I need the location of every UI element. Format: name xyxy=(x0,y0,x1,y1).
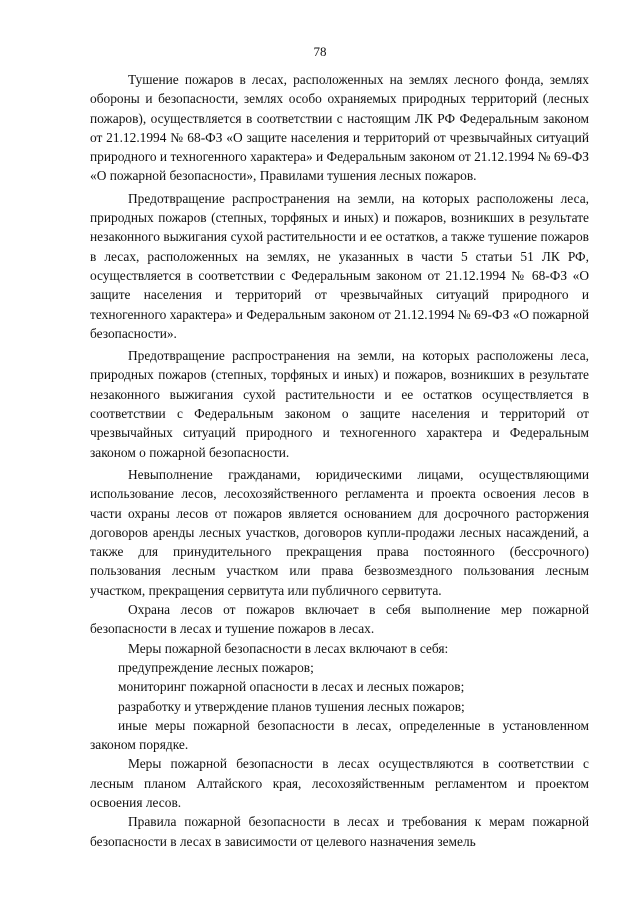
list-item-prevention: предупреждение лесных пожаров; xyxy=(118,659,314,675)
list-item-monitoring: мониторинг пожарной опасности в лесах и лесных пожаров; xyxy=(118,679,465,695)
paragraph-safety-measures-intro: Меры пожарной безопасности в лесах включают в себя: xyxy=(128,640,449,656)
body-text xyxy=(90,70,589,851)
paragraph-measures-compliance: Меры пожарной безопасности в лесах осуществляются в соответствии с лесным планом Алтайского края, лесохозяйственным регламентом и проектом освоения лесов. xyxy=(90,756,589,810)
paragraph-safety-rules: Правила пожарной безопасности в лесах и требования к мерам пожарной безопасности в лесах в зависимости от целевого назначения земель xyxy=(90,814,589,849)
paragraph-non-compliance: Невыполнение гражданами, юридическими лицами, осуществляющими использование лесов, лесохозяйственного регламента и проекта освоения лесов в части охраны лесов от пожаров является основанием для досрочного расторжения договоров аренды лесных участков, договоров купли-продажи лесных насаждений, а также для принудительного прекращения права постоянного (бессрочного) пользования лесным участком или права безвозмездного пользования лесным участком, прекращения сервитута или публичного сервитута. xyxy=(90,466,589,598)
paragraph-fire-spread-prevention: Предотвращение распространения на земли, на которых расположены леса, природных пожаров (степных, торфяных и иных) и пожаров, возникших в результате незаконного выжигания сухой растительности и ее остатков, а также тушение пожаров в лесах, расположенных на землях, не указанных в части 5 статьи 51 ЛК РФ, осуществляется в соответствии с Федеральным законом от 21.12.1994 № 68-ФЗ «О защите населения и территорий от чрезвычайных ситуаций природного и техногенного характера» и Федеральным законом от 21.12.1994 № 69-ФЗ «О пожарной безопасности». xyxy=(90,190,589,341)
paragraph-forest-protection: Охрана лесов от пожаров включает в себя выполнение мер пожарной безопасности в лесах и тушение пожаров в лесах. xyxy=(90,602,589,637)
paragraph-fire-extinguishing-law: Тушение пожаров в лесах, расположенных на землях лесного фонда, землях обороны и безопасности, землях особо охраняемых природных территорий (лесных пожаров), осуществляется в соответствии с настоящим ЛК РФ Федеральным законом от 21.12.1994 № 68-ФЗ «О защите населения и территорий от чрезвычайных ситуаций природного и техногенного характера» и Федеральным законом от 21.12.1994 № 69-ФЗ «О пожарной безопасности», Правилами тушения лесных пожаров. xyxy=(90,72,589,184)
paragraph-fire-spread-prevention-general: Предотвращение распространения на земли, на которых расположены леса, природных пожаров (степных, торфяных и иных) и пожаров, возникших в результате незаконного выжигания сухой растительности и ее остатков осуществляется в соответствии с Федеральным законом о защите населения и территорий от чрезвычайных ситуаций природного и техногенного характера и Федеральным законом о пожарной безопасности. xyxy=(90,348,589,460)
page-number: 78 xyxy=(313,44,327,59)
list-item-other-measures: иные меры пожарной безопасности в лесах, определенные в установленном законом порядке. xyxy=(90,717,589,753)
list-item-planning: разработку и утверждение планов тушения лесных пожаров; xyxy=(118,698,465,714)
